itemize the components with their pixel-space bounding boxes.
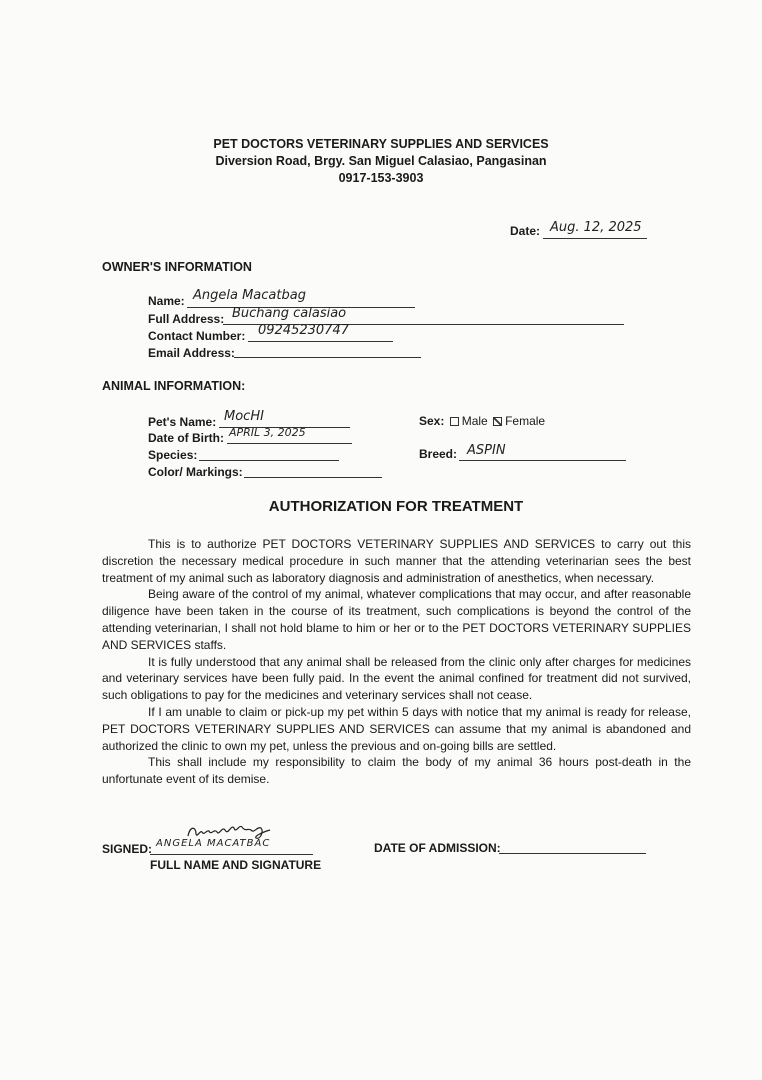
signature-line <box>150 854 313 855</box>
dob-line <box>227 443 352 444</box>
owner-address-label: Full Address: <box>148 312 225 326</box>
signed-label: SIGNED: <box>102 842 153 856</box>
animal-section-title: ANIMAL INFORMATION: <box>102 379 246 393</box>
authorization-paragraph: This shall include my responsibility to claim the body of my animal 36 hours post-death in the unfortunate event of its demise. <box>102 755 691 787</box>
owner-name-value[interactable]: Angela Macatbag <box>193 288 306 303</box>
authorization-paragraph: This is to authorize PET DOCTORS VETERINARY SUPPLIES AND SERVICES to carry out this discretion the necessary medical procedure in such manner that the attending veterinarian sees the best treatment of my animal such as laboratory diagnosis and administration of anesthetics, when necessary. <box>102 537 691 585</box>
species-label: Species: <box>148 448 198 462</box>
species-line <box>199 460 339 461</box>
color-line <box>244 477 382 478</box>
clinic-phone: 0917-153-3903 <box>338 171 424 185</box>
female-label: Female <box>505 414 546 428</box>
owner-email-label: Email Address: <box>148 346 235 360</box>
color-label: Color/ Markings: <box>148 465 243 479</box>
breed-value[interactable]: ASPIN <box>467 443 506 458</box>
female-checkbox[interactable] <box>493 417 502 426</box>
clinic-header <box>0 136 762 187</box>
authorization-title: AUTHORIZATION FOR TREATMENT <box>268 498 524 515</box>
admission-date-label: DATE OF ADMISSION: <box>374 841 501 855</box>
owner-section-title: OWNER'S INFORMATION <box>102 260 252 274</box>
owner-contact-line <box>248 341 393 342</box>
breed-label: Breed: <box>419 447 458 461</box>
pet-name-value[interactable]: MocHI <box>224 409 264 424</box>
owner-contact-value[interactable]: 09245230747 <box>258 323 349 338</box>
authorization-paragraph: Being aware of the control of my animal, whatever complications that may occur, and after reasonable diligence have been taken in the course of its treatment, such complications is beyond the control of the attending veterinarian, I shall not hold blame to him or her or to the PET DOCTORS VETERINARY SUPPLIES AND SERVICES staffs. <box>102 587 691 652</box>
clinic-address: Diversion Road, Brgy. San Miguel Calasiao, Pangasinan <box>215 154 547 168</box>
owner-name-label: Name: <box>148 294 185 308</box>
signature-caption: FULL NAME AND SIGNATURE <box>150 858 322 872</box>
owner-email-line <box>234 357 421 358</box>
owner-contact-label: Contact Number: <box>148 329 246 343</box>
pet-name-label: Pet's Name: <box>148 415 217 429</box>
printed-name[interactable]: ANGELA MACATBAC <box>156 838 271 849</box>
male-checkbox[interactable] <box>450 417 459 426</box>
breed-line <box>459 460 626 461</box>
date-line <box>543 238 647 239</box>
owner-address-value[interactable]: Buchang calasiao <box>232 306 347 321</box>
sex-field <box>419 414 545 428</box>
sex-label: Sex: <box>419 414 445 428</box>
date-value[interactable]: Aug. 12, 2025 <box>550 220 642 235</box>
male-label: Male <box>461 414 488 428</box>
clinic-name: PET DOCTORS VETERINARY SUPPLIES AND SERVICES <box>213 137 549 151</box>
dob-label: Date of Birth: <box>148 431 224 445</box>
date-label: Date: <box>510 224 541 238</box>
authorization-paragraph: If I am unable to claim or pick-up my pet within 5 days with notice that my animal is ready for release, PET DOCTORS VETERINARY SUPPLIES AND SERVICES can assume that my animal is abandoned and authorized the clinic to own my pet, unless the previous and on-going bills are settled. <box>102 704 691 753</box>
admission-date-line <box>499 853 646 854</box>
authorization-body <box>102 536 691 788</box>
authorization-paragraph: It is fully understood that any animal shall be released from the clinic only after charges for medicines and veterinary services have been fully paid. In the event the animal confined for treatment did not survived, such obligations to pay for the medicines and veterinary services shall not cease. <box>102 654 691 703</box>
dob-value[interactable]: APRIL 3, 2025 <box>229 426 306 439</box>
